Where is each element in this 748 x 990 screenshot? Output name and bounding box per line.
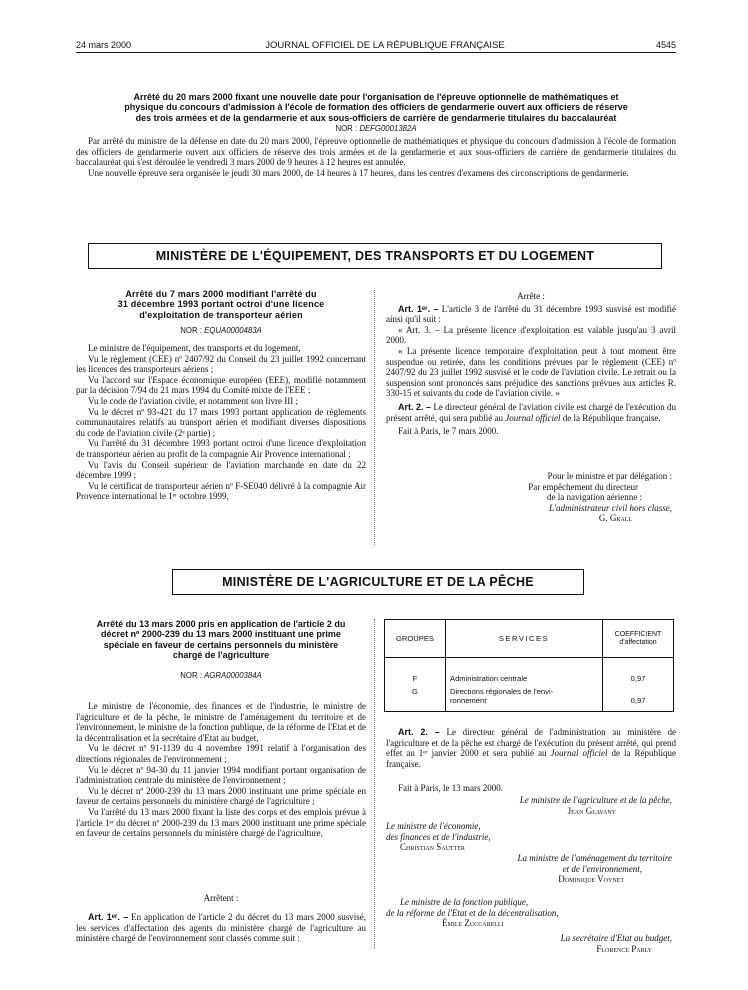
article-title-agriculture: Arrêté du 13 mars 2000 pris en application de l'article 2 du décret nº 2000-239 du 13 mars 2000 instituant une prime spéciale en faveur de certains personnels du ministère chargé de l'agriculture [96, 619, 346, 661]
services-table [384, 619, 674, 712]
signature-budget: La secrétaire d'Etat au budget, Florence Parly [560, 933, 672, 954]
column-divider [374, 290, 375, 545]
header-page-number: 4545 [655, 40, 676, 50]
nor-reference-aviation: NOR : EQUA0000483A [180, 326, 262, 335]
signature-agriculture-1: Le ministre de l'agriculture et de la pêche, Jean Glavany [519, 795, 672, 816]
table-row: G Directions régionales de l'envi- ronnement 0,97 [385, 685, 674, 712]
column-header-coefficient: COEFFICIENT d'affectation [603, 620, 674, 658]
article-visas-aviation: Le ministre de l'équipement, des transports et du logement, Vu le règlement (CEE) nº 2407/92 du Conseil du 23 juillet 1992 concernant les licences des transporteurs aériens ; Vu l'accord sur l'Espace économique européen (EEE), modifié notamment par la décision 7/94 du 21 mars 1994 du Comité mixte de l'EEE ; Vu le code de l'aviation civile, et notamment son livre III ; Vu le décret nº 93-421 du 17 mars 1993 portant application de règlements communautaires relatifs au transport aérien et modifiant diverses dispositions du code de l'aviation civile (2ᵉ partie) ; Vu l'arrêté du 31 décembre 1993 portant octroi d'une licence d'exploitation de transporteur aérien au profit de la compagnie Air Provence international ; Vu l'avis du Conseil supérieur de l'aviation marchande en date du 22 décembre 1999 ; Vu le certificat de transporteur aérien nº F-SE040 délivré à la compagnie Air Provence international le 1ᵉʳ octobre 1999, [76, 343, 366, 502]
article-1-agriculture: Art. 1ᵉʳ. – En application de l'article 2 du décret du 13 mars 2000 susvisé, les services d'affectation des agents du ministère chargé de l'agriculture au ministère chargé de l'environnement sont classés comme suit : [76, 912, 367, 944]
article-dispositif-aviation: Arrête : Art. 1ᵉʳ. – L'article 3 de l'arrêté du 31 décembre 1993 susvisé est modifié ainsi qu'il suit : « Art. 3. – La présente licence d'exploitation est valable jusqu'au 3 avril 2000. « La présente licence temporaire d'exploitation peut à tout moment être suspendue ou retirée, dans les conditions prévues par le règlement (CEE) nº 2407/92 du 23 juillet 1992 susvisé et le code de l'aviation civile. Le retrait ou la suspension sont prononcés sans préjudice des sanctions prévues aux articles R. 330-15 et suivants du code de l'aviation civile. » Art. 2. – Le directeur général de l'aviation civile est chargé de l'exécution du présent arrêté, qui sera publié au Journal officiel de la République française. Fait à Paris, le 7 mars 2000. [386, 291, 677, 437]
signature-aviation: Pour le ministre et par délégation : Par empêchement du directeur de la navigation aérienne : L'administrateur civil hors classe, G. Grall [528, 471, 672, 524]
article-2-agriculture: Art. 2. – Le directeur général de l'administration au ministère de l'agriculture et de la pêche est chargé de l'exécution du présent arrêté, qui prend effet au 1ᵉʳ janvier 2000 et sera publié au Journal officiel de la République française. [386, 727, 677, 769]
column-header-groupes: GROUPES [385, 620, 446, 658]
table-row: F Administration centrale 0,97 [385, 658, 674, 686]
article-body-defense: Par arrêté du ministre de la défense en date du 20 mars 2000, l'épreuve optionnelle de mathématiques et physique du concours d'admission à l'école de formation des officiers de gendarmerie ouvert aux officiers de réserve des trois armées et de la gendarmerie et aux sous-officiers de carrière de gendarmerie titulaires du baccalauréat qui s'est déroulée le vendredi 3 mars 2000 de 9 heures à 12 heures est annulée. Une nouvelle épreuve sera organisée le jeudi 30 mars 2000, de 14 heures à 17 heures, dans les centres d'examens des circonscriptions de gendarmerie. [76, 136, 676, 178]
nor-reference-defense: NOR : DEFG0001382A [335, 124, 417, 133]
ministry-banner-agriculture: MINISTÈRE DE L'AGRICULTURE ET DE LA PÊCHE [172, 569, 584, 595]
header-journal: JOURNAL OFFICIEL DE LA RÉPUBLIQUE FRANÇAISE [265, 40, 505, 51]
arretent-label: Arrêtent : [203, 893, 239, 903]
column-header-services: SERVICES [446, 620, 603, 658]
signature-environnement: La ministre de l'aménagement du territoire et de l'environnement, Dominique Voynet [517, 853, 672, 885]
signature-economie: Le ministre de l'économie, des finances et de l'industrie, Christian Sautter [386, 821, 491, 853]
article-visas-agriculture: Le ministre de l'économie, des finances et de l'industrie, le ministre de l'agriculture et de la pêche, le ministre de l'aménagement du territoire et de l'environnement, le ministre de la fonction publique, de la réforme de l'Etat et de la décentralisation et la secrétaire d'Etat au budget, Vu le décret nº 91-1139 du 4 novembre 1991 relatif à l'organisation des directions régionales de l'environnement ; Vu le décret nº 94-30 du 11 janvier 1994 modifiant portant organisation de l'administration centrale du ministère de l'environnement ; Vu le décret nº 2000-239 du 13 mars 2000 instituant une prime spéciale en faveur de certains personnels du ministère chargé de l'agriculture ; Vu l'arrêté du 13 mars 2000 fixant la liste des corps et des emplois prévue à l'article 1ᵉʳ du décret nº 2000-239 du 13 mars 2000 instituant une prime spéciale en faveur de certains personnels du ministère chargé de l'agriculture, [76, 701, 366, 839]
nor-reference-agriculture: NOR : AGRA0000384A [180, 671, 262, 680]
article-title-defense: Arrêté du 20 mars 2000 fixant une nouvelle date pour l'organisation de l'épreuve optionnelle de mathématiques et physique du concours d'admission à l'école de formation des officiers de gendarmerie ouvert aux officiers de réserve des trois armées et de la gendarmerie et aux sous-officiers de carrière de gendarmerie titulaires du baccalauréat [124, 92, 628, 123]
signature-fonction-publique: Le ministre de la fonction publique, de la réforme de l'Etat et de la décentralisation, Émile Zuccarelli [386, 897, 559, 929]
column-divider-2 [374, 619, 375, 949]
header-date: 24 mars 2000 [76, 40, 132, 50]
header-rule [76, 52, 676, 53]
ministry-banner-equipement: MINISTÈRE DE L'ÉQUIPEMENT, DES TRANSPORTS ET DU LOGEMENT [88, 243, 662, 269]
article-title-aviation: Arrêté du 7 mars 2000 modifiant l'arrêté du 31 décembre 1993 portant octroi d'une licence d'exploitation de transporteur aérien [117, 289, 325, 320]
fait-agriculture: Fait à Paris, le 13 mars 2000. [398, 783, 503, 793]
